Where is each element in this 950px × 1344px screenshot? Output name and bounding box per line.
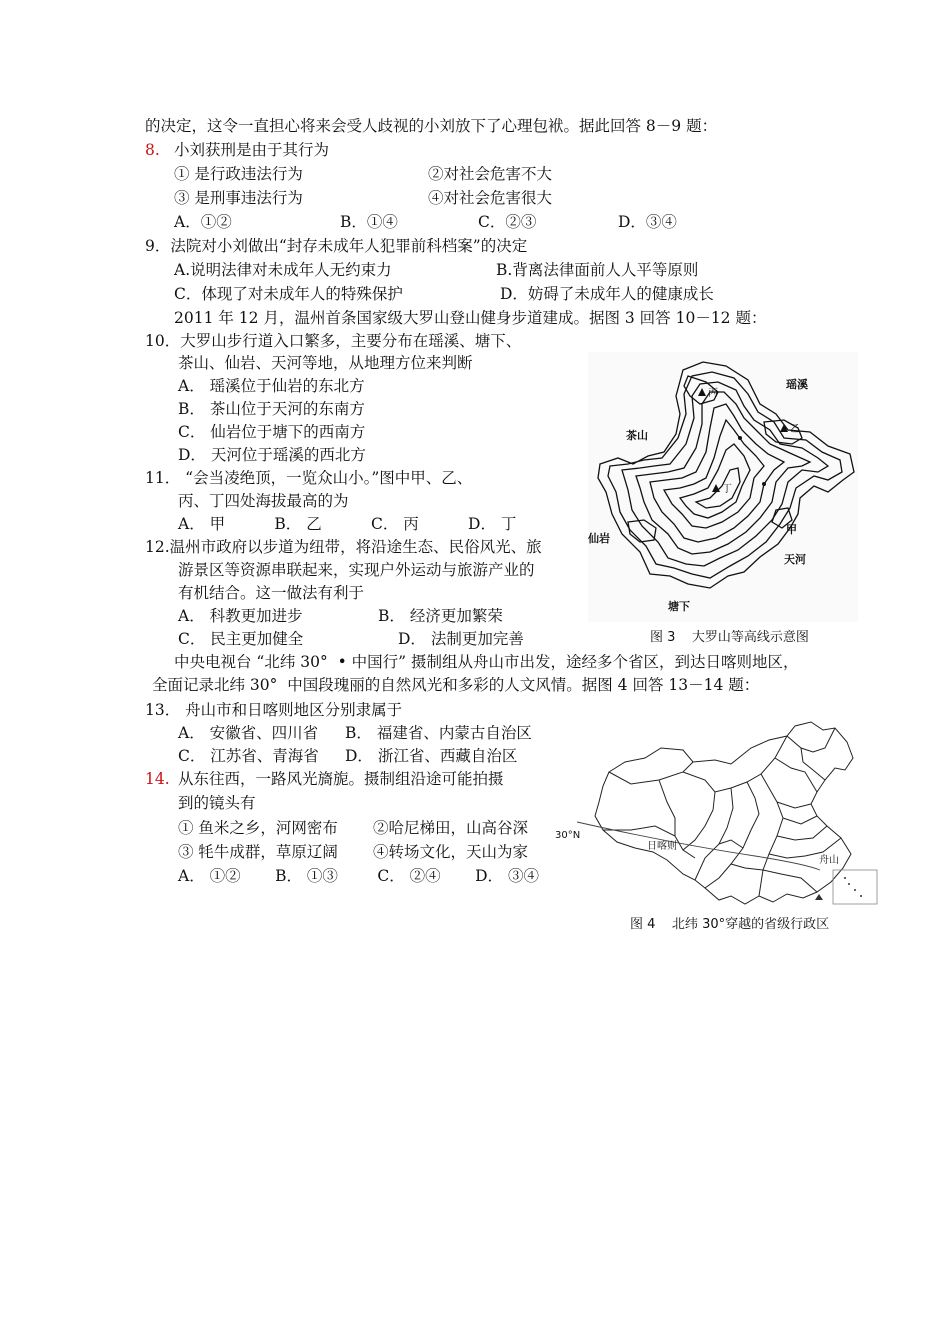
q12-choice-c: C． 民主更加健全 <box>178 630 304 648</box>
south-china-sea-inset <box>833 870 877 904</box>
q12-stem-3: 有机结合。这一做法有利于 <box>178 584 365 602</box>
q8-option-1: ① 是行政违法行为 <box>174 165 303 183</box>
q14-option-2: ②哈尼梯田，山高谷深 <box>373 819 529 837</box>
q10-choice-a: A． 瑶溪位于仙岩的东北方 <box>178 377 365 395</box>
q14-choices: A． ①② B． ①③ C． ②④ D． ③④ <box>178 867 539 885</box>
china-map-figure <box>555 718 880 908</box>
passage-latitude-1: 中央电视台 “北纬 30° • 中国行” 摄制组从舟山市出发，途经多个省区，到达日喀则地区， <box>174 653 799 671</box>
map-label-yaoxi: 瑶溪 <box>786 378 808 391</box>
q8-option-3: ③ 是刑事违法行为 <box>174 189 303 207</box>
contour-map-figure <box>588 352 858 622</box>
q13-stem: 13． 舟山市和日喀则地区分别隶属于 <box>145 701 403 719</box>
map-label-rikaze: 日喀则 <box>647 841 677 852</box>
map-label-yi: 乙 <box>790 424 800 435</box>
q13-choice-b: B． 福建省、内蒙古自治区 <box>345 724 532 742</box>
q12-choice-d: D． 法制更加完善 <box>398 630 524 648</box>
passage-latitude-2: 全面记录北纬 30° 中国段瑰丽的自然风光和多彩的人文风情。据图 4 回答 13－14 题： <box>152 676 760 694</box>
passage-dalaoshan: 2011 年 12 月，温州首条国家级大罗山登山健身步道建成。据图 3 回答 10－12 题： <box>174 309 767 327</box>
figure-4-caption: 图 4 北纬 30°穿越的省级行政区 <box>630 917 830 932</box>
q12-stem-2: 游景区等资源串联起来，实现户外运动与旅游产业的 <box>178 561 535 579</box>
map-label-chashan: 茶山 <box>626 429 648 442</box>
latitude-30-line <box>577 822 820 870</box>
map-label-30n: 30°N <box>555 830 581 841</box>
map-label-bing: 丙 <box>708 388 718 399</box>
q14-option-4: ④转场文化，天山为家 <box>373 843 529 861</box>
q8-option-2: ②对社会危害不大 <box>428 165 553 183</box>
q14-stem-1: 从东往西，一路风光旖旎。摄制组沿途可能拍摄 <box>178 770 504 788</box>
q8-choice-b: B．①④ <box>340 213 398 231</box>
map-label-tangxia: 塘下 <box>668 600 690 613</box>
q14-option-1: ① 鱼米之乡，河网密布 <box>178 819 338 837</box>
map-label-jia: 甲 <box>786 523 797 536</box>
q8-choice-a: A．①② <box>174 213 232 231</box>
figure-3-caption: 图 3 大罗山等高线示意图 <box>650 630 809 645</box>
q14-option-3: ③ 牦牛成群，草原辽阔 <box>178 843 338 861</box>
q12-choice-a: A． 科教更加进步 <box>178 607 303 625</box>
map-label-xianyan: 仙岩 <box>588 532 610 545</box>
q8-choice-d: D．③④ <box>618 213 677 231</box>
map-label-zhoushan: 舟山 <box>819 855 839 866</box>
q11-stem-1: 11． “会当凌绝顶，一览众山小。”图中甲、乙、 <box>145 469 473 487</box>
q14-stem-2: 到的镜头有 <box>178 794 256 812</box>
q13-choice-d: D． 浙江省、西藏自治区 <box>345 747 518 765</box>
q9-choice-d: D．妨碍了未成年人的健康成长 <box>500 285 714 303</box>
q13-choice-a: A． 安徽省、四川省 <box>178 724 319 742</box>
q11-choices: A． 甲 B． 乙 C． 丙 D． 丁 <box>178 515 517 533</box>
q10-stem-1: 10．大罗山步行道入口繁多，主要分布在瑶溪、塘下、 <box>145 332 522 350</box>
map-label-tianhe: 天河 <box>784 553 806 566</box>
q10-choice-c: C． 仙岩位于塘下的西南方 <box>178 423 366 441</box>
q10-choice-b: B． 茶山位于天河的东南方 <box>178 400 365 418</box>
q8-choice-c: C．②③ <box>478 213 537 231</box>
q14-number: 14. <box>145 770 170 788</box>
map-label-ding: 丁 <box>722 484 732 495</box>
q10-stem-2: 茶山、仙岩、天河等地，从地理方位来判断 <box>178 354 473 372</box>
q8-stem: 小刘获刑是由于其行为 <box>174 141 330 159</box>
q10-choice-d: D． 天河位于瑶溪的西北方 <box>178 446 366 464</box>
q12-choice-b: B． 经济更加繁荣 <box>378 607 503 625</box>
q11-stem-2: 丙、丁四处海拔最高的为 <box>178 492 349 510</box>
q13-choice-c: C． 江苏省、青海省 <box>178 747 319 765</box>
q8-option-4: ④对社会危害很大 <box>428 189 553 207</box>
intro-tail: 的决定，这令一直担心将来会受人歧视的小刘放下了心理包袱。据此回答 8－9 题： <box>145 117 718 135</box>
q9-stem: 9．法院对小刘做出“封存未成年人犯罪前科档案”的决定 <box>145 237 528 255</box>
q9-choice-a: A.说明法律对未成年人无约束力 <box>174 261 392 279</box>
q9-choice-b: B.背离法律面前人人平等原则 <box>496 261 699 279</box>
q9-choice-c: C．体现了对未成年人的特殊保护 <box>174 285 403 303</box>
q8-number: 8. <box>145 141 160 159</box>
q12-stem-1: 12.温州市政府以步道为纽带，将沿途生态、民俗风光、旅 <box>145 538 542 556</box>
